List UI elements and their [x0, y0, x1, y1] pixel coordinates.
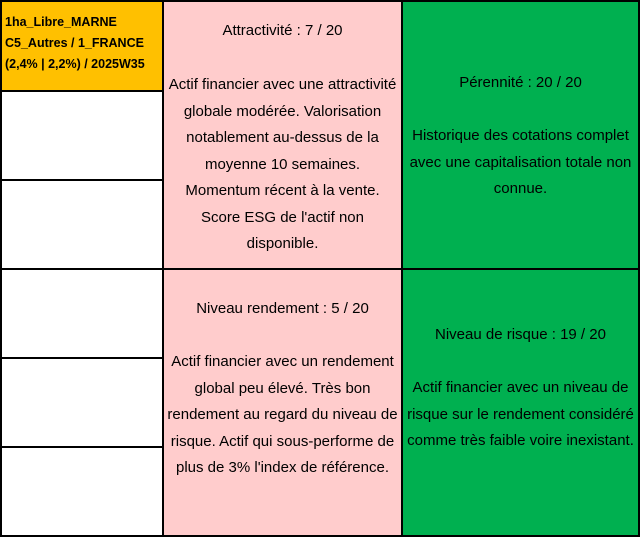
rendement-description: Actif financier avec un rendement global peu élevé. Très bon rendement au regard du niveau de risque. Actif qui sous-performe de plus de 3% l'index de référence.: [167, 353, 398, 476]
attractivite-panel[interactable]: [162, 0, 403, 270]
empty-cell-1[interactable]: [0, 90, 164, 181]
perennite-description: Historique des cotations complet avec une capitalisation totale non connue.: [409, 127, 632, 197]
asset-header-cell[interactable]: [0, 0, 164, 92]
asset-stats: (2,4% | 2,2%) / 2025W35: [5, 57, 145, 71]
perennite-title: Pérennité : 20 / 20: [459, 74, 582, 91]
risque-panel[interactable]: [401, 268, 640, 537]
empty-cell-2[interactable]: [0, 179, 164, 270]
rendement-title: Niveau rendement : 5 / 20: [196, 300, 369, 317]
risque-title: Niveau de risque : 19 / 20: [435, 326, 606, 343]
attractivite-description: Actif financier avec une attractivité globale modérée. Valorisation notablement au-dessus de la moyenne 10 semaines. Momentum récent à la vente. Score ESG de l'actif non disponible.: [168, 76, 397, 252]
empty-cell-5[interactable]: [0, 446, 164, 537]
empty-cell-3[interactable]: [0, 268, 164, 359]
attractivite-title: Attractivité : 7 / 20: [222, 22, 343, 39]
rendement-panel[interactable]: [162, 268, 403, 537]
asset-category: C5_Autres / 1_FRANCE: [5, 36, 144, 50]
empty-cell-4[interactable]: [0, 357, 164, 448]
risque-description: Actif financier avec un niveau de risque sur le rendement considéré comme très faible voire inexistant.: [407, 379, 634, 449]
asset-name: 1ha_Libre_MARNE: [5, 15, 117, 29]
perennite-panel[interactable]: [401, 0, 640, 270]
